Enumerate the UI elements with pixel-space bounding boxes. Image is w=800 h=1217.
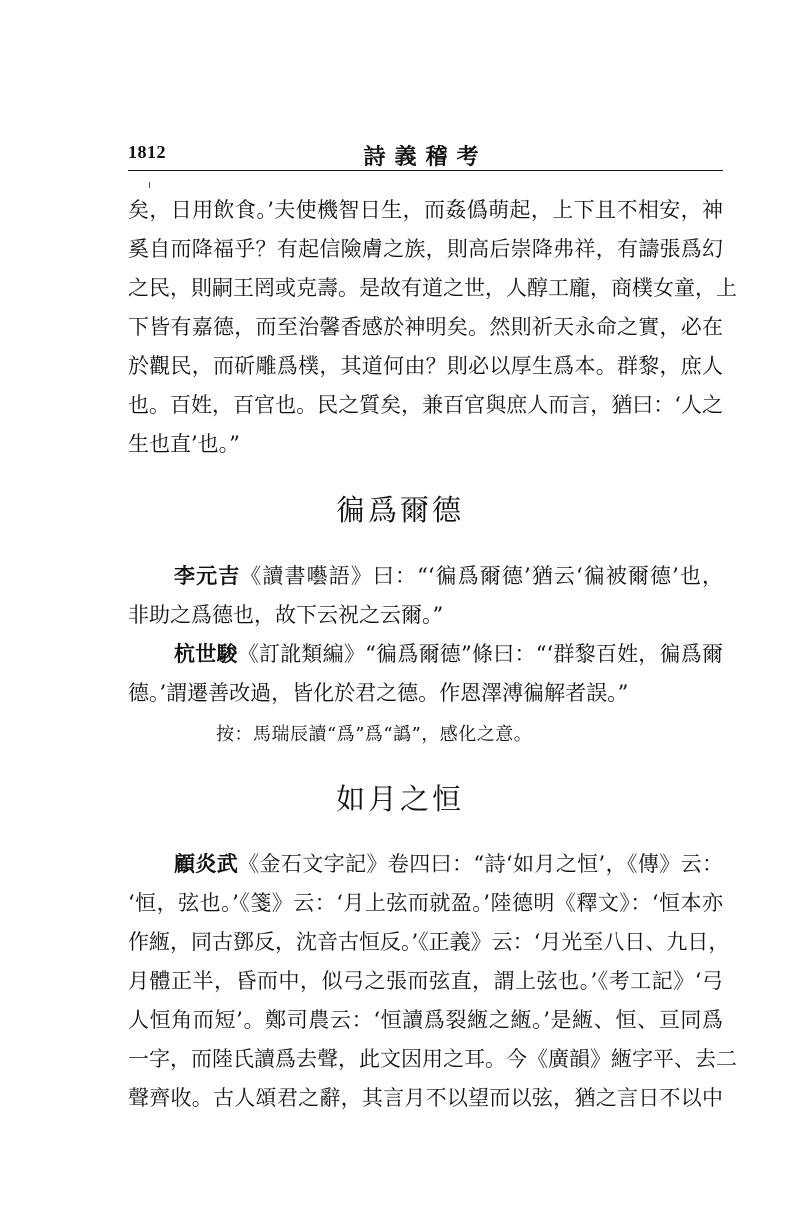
text-line xyxy=(128,559,723,593)
text-line: 一字，而陸氏讀爲去聲，此文因用之耳。今《廣韻》緪字平、去二 xyxy=(128,1047,737,1071)
text-line: 於觀民，而斫雕爲樸，其道何由？則必以厚生爲本。群黎，庶人 xyxy=(128,354,723,378)
text-line: 非助之爲德也，故下云祝之云爾。” xyxy=(128,603,444,627)
text-line xyxy=(128,637,723,671)
author-name: 杭世駿 xyxy=(174,642,238,666)
text-line: 矣，日用飲食。’夫使機智日生，而姦僞萌起，上下且不相安，神 xyxy=(128,198,723,222)
text-line: 下皆有嘉德，而至治馨香感於神明矣。然則祈天永命之實，必在 xyxy=(128,315,723,339)
text-line: ‘恒，弦也。’《箋》云：‘月上弦而就盈。’陸德明《釋文》：‘恒本亦 xyxy=(128,891,723,915)
text-line: 德。’謂遷善改過，皆化於君之德。作恩澤溥徧解者誤。” xyxy=(128,681,629,705)
page-header xyxy=(128,140,723,172)
text-line xyxy=(128,847,723,881)
running-head: 詩義稽考 xyxy=(363,144,488,170)
author-name: 李元吉 xyxy=(174,564,241,588)
text-line: 人恒角而短’。鄭司農云：‘恒讀爲裂緪之緪。’是緪、恒、亘同爲 xyxy=(128,1008,723,1032)
text-line: 生也直’也。” xyxy=(128,432,240,456)
text-line: 作緪，同古鄧反，沈音古恒反。’《正義》云：‘月光至八日、九日， xyxy=(128,930,730,954)
page-number: 1812 xyxy=(128,142,166,162)
section-heading: 徧爲爾德 xyxy=(335,493,464,527)
text-line: 也。百姓，百官也。民之質矣，兼百官與庶人而言，猶曰：‘人之 xyxy=(128,393,723,417)
text-line: 月體正半，昏而中，似弓之張而弦直，謂上弦也。’《考工記》‘弓 xyxy=(128,969,723,993)
header-rule xyxy=(128,170,723,171)
scan-mark xyxy=(149,182,150,188)
text-line: 奚自而降福乎？有起信險膚之族，則高后崇降弗祥，有譸張爲幻 xyxy=(128,237,723,261)
entry-text: 《金石文字記》卷四曰：“詩‘如月之恒’，《傳》云： xyxy=(238,852,723,876)
entry-text: 《訂訛類編》“徧爲爾德”條曰：“‘群黎百姓，徧爲爾 xyxy=(237,642,724,666)
entry-text: 《讀書囈語》曰：“‘徧爲爾德’猶云‘徧被爾德’也， xyxy=(240,564,723,588)
section-heading: 如月之恒 xyxy=(335,782,464,816)
text-line: 聲齊收。古人頌君之辭，其言月不以望而以弦，猶之言日不以中 xyxy=(128,1086,723,1110)
text-line: 之民，則嗣王罔或克壽。是故有道之世，人醇工龐，商樸女童，上 xyxy=(128,276,737,300)
author-name: 顧炎武 xyxy=(174,852,239,876)
editor-note: 按：馬瑞辰讀“爲”爲“譌”，感化之意。 xyxy=(216,724,533,745)
